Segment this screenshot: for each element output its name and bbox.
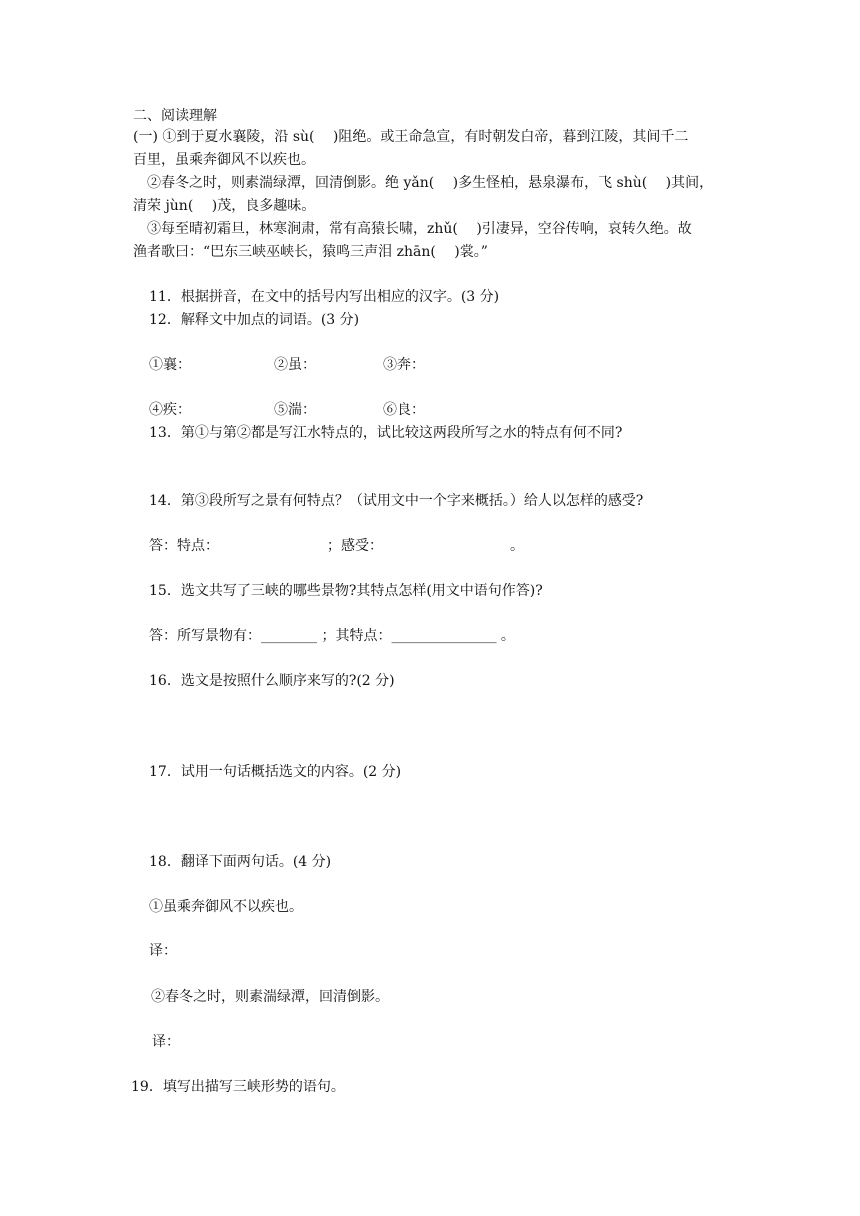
q15-answer: 答：所写景物有：________ ；其特点：_______________ 。: [149, 628, 515, 644]
q18-sentence-2: ②春冬之时，则素湍绿潭，回清倒影。: [151, 989, 389, 1005]
question-12: 12．解释文中加点的词语。(3 分): [149, 312, 360, 328]
q12-item-5: ⑤湍：: [274, 402, 316, 418]
question-16: 16．选文是按照什么顺序来写的?(2 分): [149, 673, 395, 689]
q18-sentence-1: ①虽乘奔御风不以疾也。: [149, 899, 303, 915]
question-19: 19．填写出描写三峡形势的语句。: [131, 1079, 345, 1095]
q14-answer-traits: 答：特点：: [149, 538, 219, 554]
question-18: 18．翻译下面两句话。(4 分): [149, 854, 332, 870]
q12-item-3: ③奔：: [383, 357, 425, 373]
q12-item-2: ②虽：: [274, 357, 316, 373]
question-15: 15．选文共写了三峡的哪些景物?其特点怎样(用文中语句作答)?: [149, 583, 543, 599]
passage-p3-line1: ③每至晴初霜旦，林寒涧肃，常有高猿长啸，zhǔ( )引凄异，空谷传响，哀转久绝。故: [147, 221, 692, 237]
question-14: 14．第③段所写之景有何特点？（试用文中一个字来概括。）给人以怎样的感受?: [149, 493, 644, 509]
q12-item-4: ④疾：: [149, 402, 191, 418]
q14-answer-end: 。: [510, 538, 524, 554]
q12-item-1: ①襄：: [149, 357, 191, 373]
q18-translate-2: 译：: [152, 1034, 180, 1050]
q14-answer-feeling: ；感受：: [327, 538, 383, 554]
passage-p2-line1: ②春冬之时，则素湍绿潭，回清倒影。绝 yǎn( )多生怪柏，悬泉瀑布，飞 shù( )其间，: [147, 175, 714, 191]
q12-item-6: ⑥良：: [383, 402, 425, 418]
passage-p2-line2: 清荣 jùn( )茂，良多趣味。: [133, 198, 316, 214]
passage-p1-line1: (一) ①到于夏水襄陵，沿 sù( )阻绝。或王命急宣，有时朝发白帝，暮到江陵，其间千二: [133, 129, 689, 145]
q18-translate-1: 译：: [149, 943, 177, 959]
section-title: 二、阅读理解: [133, 108, 217, 124]
question-17: 17．试用一句话概括选文的内容。(2 分): [149, 764, 402, 780]
question-13: 13．第①与第②都是写江水特点的，试比较这两段所写之水的特点有何不同?: [149, 425, 623, 441]
question-11: 11．根据拼音，在文中的括号内写出相应的汉字。(3 分): [149, 289, 500, 305]
passage-p1-line2: 百里，虽乘奔御风不以疾也。: [133, 152, 315, 168]
passage-p3-line2: 渔者歌曰：“巴东三峡巫峡长，猿鸣三声泪 zhān( )裳。”: [133, 244, 488, 260]
